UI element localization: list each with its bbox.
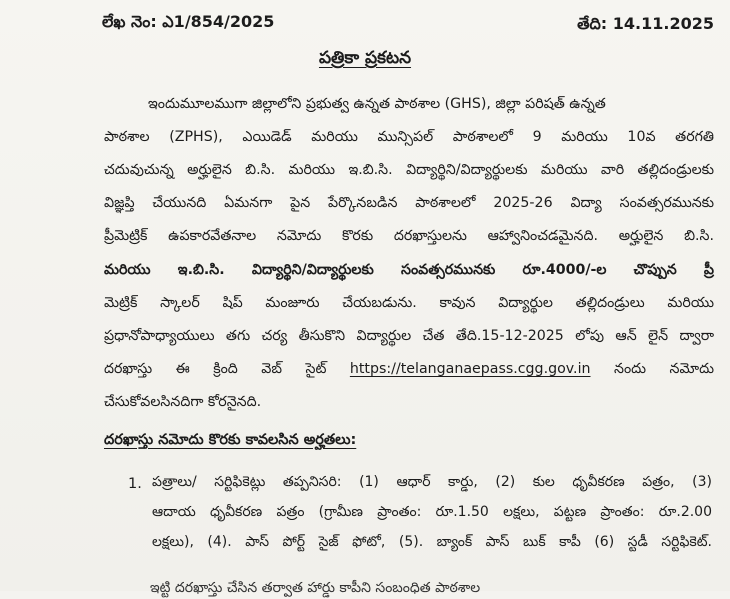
press-release-title-text: పత్రికా ప్రకటన	[318, 48, 412, 68]
reference-number: లేఖ నెం: ఎ1/854/2025	[102, 12, 275, 31]
cut-off-line: ఇట్టి దరఖాస్తు చేసిన తర్వాత హార్డు కాపీని సంబంధిత పాఠశాల	[150, 580, 481, 596]
body-line-7: మెట్రిక్ స్కాలర్ షిప్ మంజూరు చేయబడును. కావున విద్యార్థుల తల్లిదండ్రులు మరియు	[104, 295, 714, 311]
body-line-6: మరియు ఇ.బి.సి. విద్యార్థిని/విద్యార్థులకు సంవత్సరమునకు రూ.4000/-ల చొప్పున ప్రీ	[104, 262, 714, 278]
body-line-4: విజ్ఞప్తి చేయునది ఏమనగా పైన పేర్కొనబడిన పాఠశాలలో 2025-26 విద్యా సంవత్సరమునకు	[104, 195, 714, 211]
requirements-heading: దరఖాస్తు నమోదు కొరకు కావలసిన అర్హతలు:	[104, 432, 357, 448]
requirement-line-2: ఆదాయ ధృవీకరణ పత్రం (గ్రామీణ ప్రాంతం: రూ.1.50 లక్షలు, పట్టణ ప్రాంతం: రూ.2.00	[152, 504, 712, 520]
body-line-1: ఇందుమూలముగా జిల్లాలోని ప్రభుత్వ ఉన్నత పాఠశాల (GHS), జిల్లా పరిషత్ ఉన్నత	[148, 96, 606, 112]
body-line-9: దరఖాస్తు ఈ క్రింది వెబ్ సైట్ https://telanganaepass.cgg.gov.in నందు నమోదు	[104, 361, 714, 377]
body-line-10: చేసుకోవలసినదిగా కోరనైనది.	[104, 394, 262, 410]
requirement-line-1: పత్రాలు/ సర్టిఫికెట్లు తప్పనిసరి: (1) ఆధార్ కార్డు, (2) కుల ధృవీకరణ పత్రం, (3)	[152, 474, 712, 490]
body-line-8: ప్రధానోపాధ్యాయులు తగు చర్య తీసుకొని విద్యార్థుల చేత తేది.15-12-2025 లోపు ఆన్ లైన్ ద్వారా	[104, 328, 714, 344]
body-line-2: పాఠశాల (ZPHS), ఎయిడెడ్ మరియు మున్సిపల్ పాఠశాలలో 9 మరియు 10వ తరగతి	[104, 129, 714, 145]
body-line-3: చదువుచున్న అర్హులైన బి.సి. మరియు ఇ.బి.సి. విద్యార్థిని/విద్యార్థులకు మరియు వారి తల్లిదండ్రులకు	[104, 162, 714, 178]
letter-date: తేది: 14.11.2025	[577, 14, 714, 33]
body-line-5: ప్రీమెట్రిక్ ఉపకారవేతనాల నమోదు కొరకు దరఖాస్తులను ఆహ్వానించడమైనది. అర్హులైన బి.సి.	[104, 228, 714, 244]
requirement-item-1	[152, 474, 712, 554]
website-link[interactable]: https://telanganaepass.cgg.gov.in	[349, 361, 591, 377]
requirement-number: 1.	[128, 476, 142, 492]
requirement-line-3: లక్షలు), (4). పాస్ పోర్ట్ సైజ్ ఫోటో, (5). బ్యాంక్ పాస్ బుక్ కాపీ (6) స్టడీ సర్టిఫికెట్.	[152, 534, 712, 550]
press-release-title	[0, 48, 730, 72]
body-paragraph	[104, 96, 714, 416]
